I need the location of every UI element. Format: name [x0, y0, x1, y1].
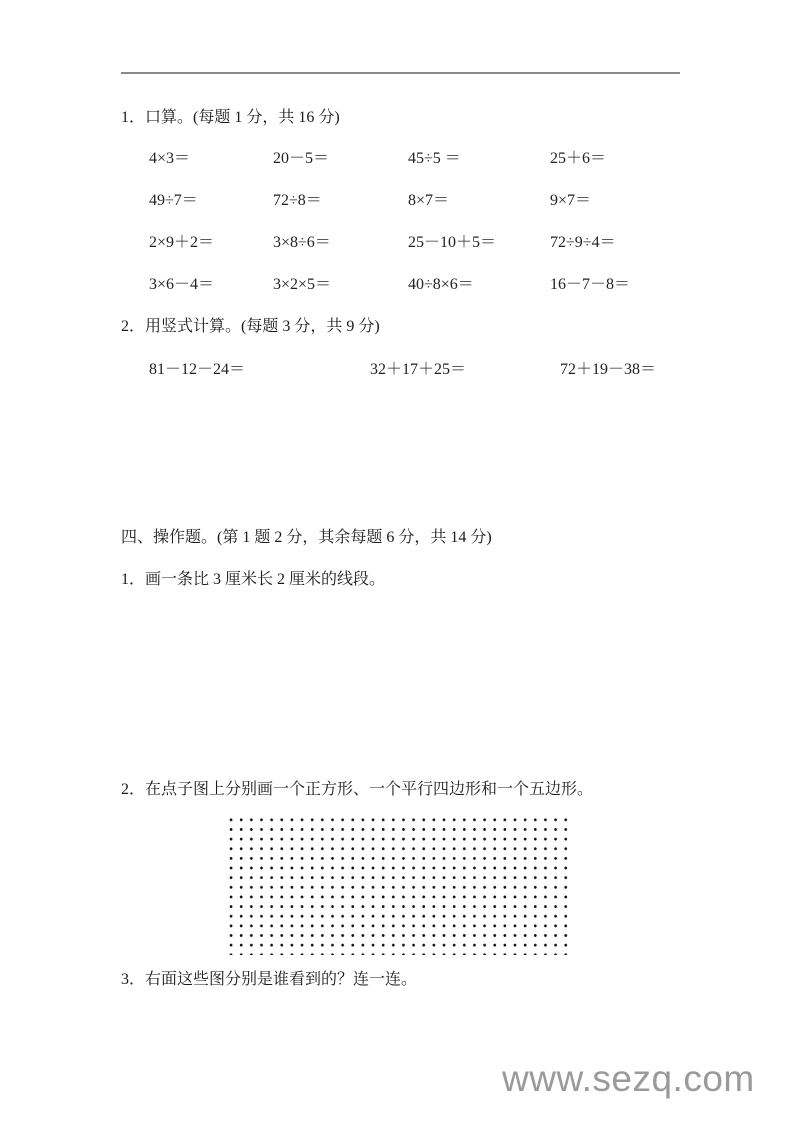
expr: 3×6－4＝	[149, 276, 215, 293]
section4-title: 四、操作题。(第 1 题 2 分，其余每题 6 分，共 14 分)	[121, 529, 492, 546]
expr: 3×8÷6＝	[273, 234, 331, 251]
expr: 25－10＋5＝	[408, 234, 497, 251]
expr: 45÷5 ＝	[408, 150, 461, 167]
q1-title: 1．口算。(每题 1 分，共 16 分)	[121, 109, 340, 126]
expr: 16－7－8＝	[550, 276, 631, 293]
expr: 25＋6＝	[550, 150, 607, 167]
expr: 32＋17＋25＝	[370, 361, 467, 378]
header-rule	[121, 72, 680, 74]
expr: 72＋19－38＝	[560, 361, 657, 378]
expr: 20－5＝	[273, 150, 330, 167]
expr: 4×3＝	[149, 150, 191, 167]
expr: 3×2×5＝	[273, 276, 332, 293]
expr: 9×7＝	[550, 192, 592, 209]
expr: 81－12－24＝	[149, 361, 246, 378]
s4-q3: 3．右面这些图分别是谁看到的？连一连。	[121, 971, 418, 988]
s4-q2: 2．在点子图上分别画一个正方形、一个平行四边形和一个五边形。	[121, 781, 594, 798]
s4-q1: 1．画一条比 3 厘米长 2 厘米的线段。	[121, 571, 386, 588]
expr: 72÷9÷4＝	[550, 234, 616, 251]
q2-title: 2．用竖式计算。(每题 3 分，共 9 分)	[121, 318, 380, 335]
expr: 72÷8＝	[273, 192, 322, 209]
expr: 40÷8×6＝	[408, 276, 474, 293]
expr: 49÷7＝	[149, 192, 198, 209]
watermark: www.sezq.com	[502, 1058, 755, 1099]
expr: 2×9＋2＝	[149, 234, 215, 251]
dot-grid[interactable]	[226, 815, 574, 955]
expr: 8×7＝	[408, 192, 450, 209]
